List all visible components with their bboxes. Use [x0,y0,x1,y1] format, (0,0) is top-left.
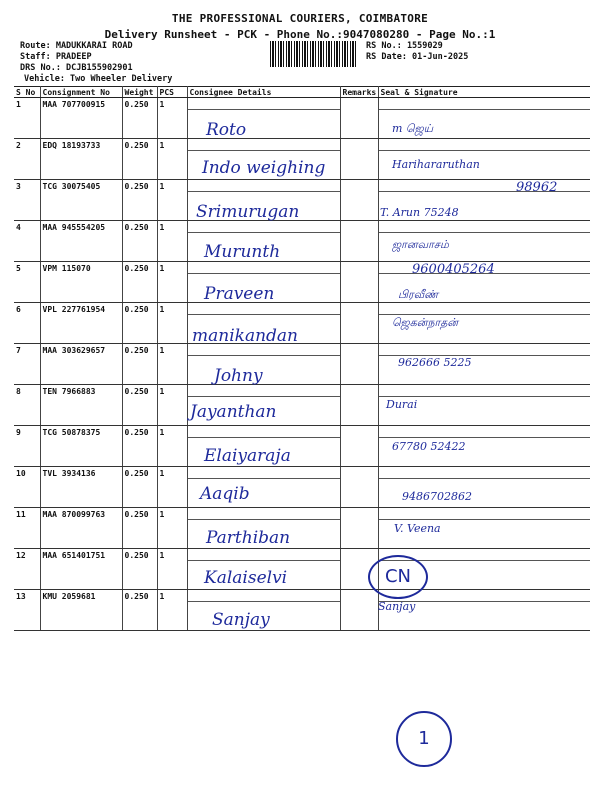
cell-remarks [340,385,378,426]
cell-pcs: 1 [157,549,187,590]
signature-handwriting: 962666 5225 [398,356,472,369]
cell-consignment: MAA 303629657 [40,344,122,385]
cell-pcs: 1 [157,221,187,262]
cell-sno: 5 [14,262,40,303]
cell-pcs: 1 [157,590,187,631]
cell-sno: 10 [14,467,40,508]
signature-handwriting: Durai [386,398,418,411]
cell-pcs: 1 [157,139,187,180]
cell-pcs: 1 [157,344,187,385]
cell-weight: 0.250 [122,549,157,590]
cell-sno: 4 [14,221,40,262]
vehicle-label: Vehicle: Two Wheeler Delivery [24,74,173,84]
signature-handwriting: Sanjay [378,600,416,613]
cell-remarks [340,180,378,221]
cell-sno: 1 [14,98,40,139]
cell-sno: 13 [14,590,40,631]
col-consignee: Consignee Details [187,87,340,98]
cell-pcs: 1 [157,508,187,549]
cell-weight: 0.250 [122,139,157,180]
cell-consignment: MAA 945554205 [40,221,122,262]
cell-pcs: 1 [157,385,187,426]
table-row [14,467,590,508]
cell-remarks [340,467,378,508]
consignee-handwriting: Roto [206,120,247,140]
signature-handwriting: m ஜெய் [392,122,434,135]
cell-remarks [340,221,378,262]
cell-sno: 3 [14,180,40,221]
col-pcs: PCS [157,87,187,98]
table-row [14,98,590,139]
col-remarks: Remarks [340,87,378,98]
consignee-handwriting: Parthiban [206,528,291,548]
cell-consignment: VPL 227761954 [40,303,122,344]
consignee-handwriting: Johny [214,366,263,386]
signature-handwriting: Harihararuthan [392,158,480,171]
signature-handwriting: V. Veena [394,522,441,535]
cell-consignment: MAA 707700915 [40,98,122,139]
staff-label: Staff: PRADEEP [20,52,92,62]
table-row [14,385,590,426]
signature-handwriting: பிரவீண் [398,288,439,301]
cell-sno: 2 [14,139,40,180]
consignee-handwriting: Kalaiselvi [204,568,288,588]
cell-weight: 0.250 [122,221,157,262]
cell-consignee [187,344,340,385]
route-label: Route: MADUKKARAI ROAD [20,41,133,51]
cell-sno: 11 [14,508,40,549]
cell-weight: 0.250 [122,303,157,344]
cell-consignment: TCG 30075405 [40,180,122,221]
cell-pcs: 1 [157,180,187,221]
cell-weight: 0.250 [122,508,157,549]
cell-weight: 0.250 [122,262,157,303]
cell-weight: 0.250 [122,467,157,508]
cell-pcs: 1 [157,303,187,344]
consignee-handwriting: Aaqib [200,484,250,504]
signature-handwriting: 67780 52422 [392,440,466,453]
cell-weight: 0.250 [122,344,157,385]
consignee-handwriting: Indo weighing [202,158,326,178]
signature-handwriting: 9486702862 [402,490,472,503]
cell-consignment: TEN 7966883 [40,385,122,426]
table-row [14,221,590,262]
cell-consignment: MAA 651401751 [40,549,122,590]
table-row [14,426,590,467]
drs-label: DRS No.: DCJB155902901 [20,63,133,73]
consignee-handwriting: Jayanthan [190,402,277,422]
consignee-handwriting: Murunth [204,242,281,262]
table-row [14,262,590,303]
cell-pcs: 1 [157,426,187,467]
cell-consignment: MAA 870099763 [40,508,122,549]
runsheet-subtitle: Delivery Runsheet - PCK - Phone No.:9047080280 - Page No.:1 [104,28,496,41]
cell-consignment: KMU 2059681 [40,590,122,631]
phone-note-handwriting: 9600405264 [412,262,495,277]
cell-weight: 0.250 [122,590,157,631]
phone-note-handwriting: 98962 [516,180,558,195]
cell-remarks [340,426,378,467]
cell-remarks [340,262,378,303]
table-row [14,590,590,631]
table-row [14,508,590,549]
cell-remarks [340,508,378,549]
cell-remarks [340,590,378,631]
cell-remarks [340,303,378,344]
consignee-handwriting: Srimurugan [196,202,300,222]
cell-remarks [340,344,378,385]
cn-stamp: CN [368,555,428,599]
cell-remarks [340,139,378,180]
cell-consignment: EDQ 18193733 [40,139,122,180]
cell-sno: 8 [14,385,40,426]
col-sno: S No [14,87,40,98]
table-row [14,303,590,344]
col-consignment: Consignment No [40,87,122,98]
signature-handwriting: ஜானவாசம் [392,238,449,251]
cell-pcs: 1 [157,262,187,303]
cell-consignment: TVL 3934136 [40,467,122,508]
table-row [14,344,590,385]
barcode [270,41,358,67]
consignee-handwriting: manikandan [192,326,298,346]
cell-weight: 0.250 [122,98,157,139]
table-row [14,549,590,590]
page-number-circle: 1 [396,711,452,767]
cell-weight: 0.250 [122,426,157,467]
signature-handwriting: ஜெகன்நாதன் [392,316,459,329]
col-signature: Seal & Signature [378,87,590,98]
consignee-handwriting: Elaiyaraja [204,446,291,466]
cell-consignment: TCG 50878375 [40,426,122,467]
rs-no-label: RS No.: 1559029 [366,41,443,51]
cell-remarks [340,98,378,139]
consignee-handwriting: Sanjay [212,610,270,630]
cell-consignment: VPM 115070 [40,262,122,303]
cell-weight: 0.250 [122,180,157,221]
cell-sno: 9 [14,426,40,467]
table-row [14,180,590,221]
cell-pcs: 1 [157,467,187,508]
cell-sno: 6 [14,303,40,344]
rs-date-label: RS Date: 01-Jun-2025 [366,52,469,62]
col-weight: Weight [122,87,157,98]
cell-sno: 7 [14,344,40,385]
consignee-handwriting: Praveen [204,284,275,304]
cell-sno: 12 [14,549,40,590]
cell-weight: 0.250 [122,385,157,426]
company-title: THE PROFESSIONAL COURIERS, COIMBATORE [171,12,429,25]
cell-pcs: 1 [157,98,187,139]
table-header [14,87,590,98]
signature-handwriting: T. Arun 75248 [380,206,459,219]
